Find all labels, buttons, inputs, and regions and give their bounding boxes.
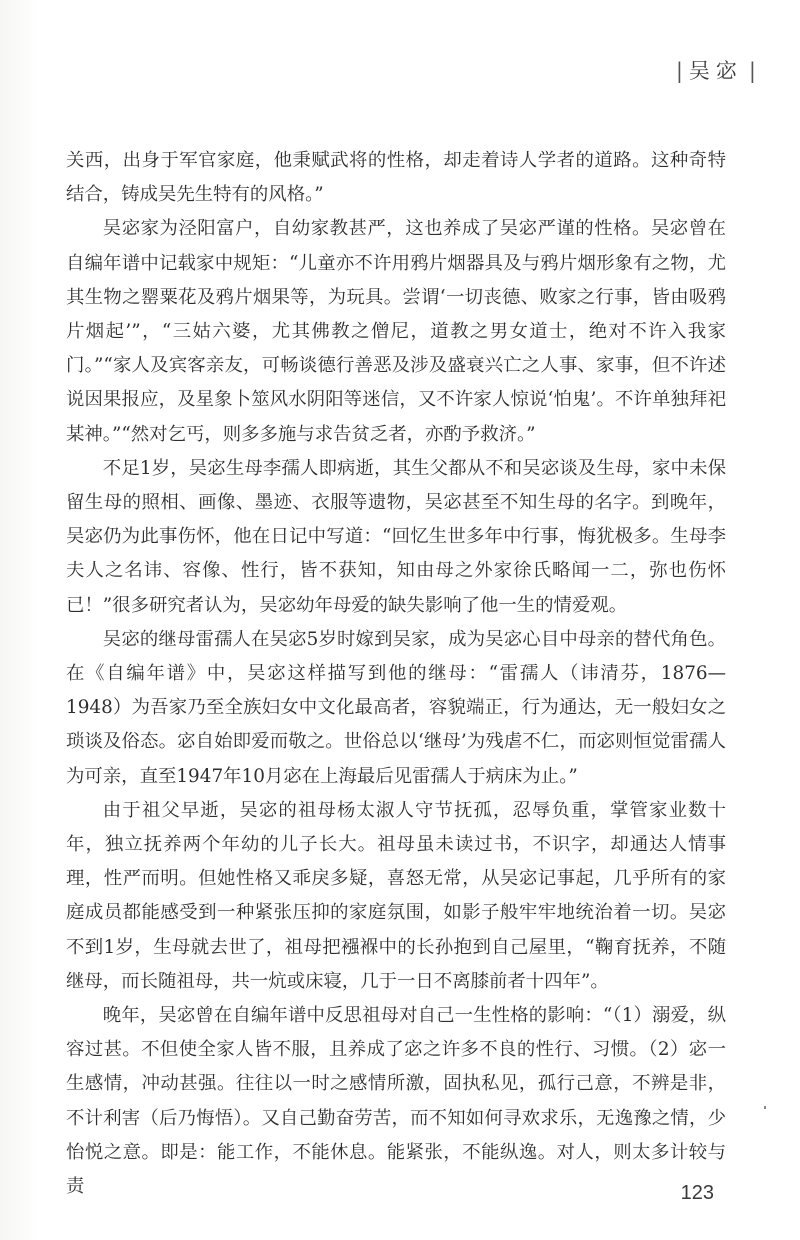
body-text [66, 144, 726, 1204]
header-divider-right: | [748, 59, 756, 83]
running-header [670, 55, 762, 85]
paragraph: 不足1岁，吴宓生母李孺人即病逝，其生父都从不和吴宓谈及生母，家中未保留生母的照相、画像、墨迹、衣服等遗物，吴宓甚至不知生母的名字。到晚年，吴宓仍为此事伤怀，他在日记中写道：“回忆生世多年中行事，悔犹极多。生母李夫人之名讳、容像、性行，皆不获知，知由母之外家徐氏略闻一二，弥也伤怀已！”很多研究者认为，吴宓幼年母爱的缺失影响了他一生的情爱观。 [66, 457, 726, 616]
paragraph: 晚年，吴宓曾在自编年谱中反思祖母对自己一生性格的影响：“（1）溺爱，纵容过甚。不但使全家人皆不服，且养成了宓之许多不良的性行、习惯。（2）宓一生感情，冲动甚强。往往以一时之感情所激，固执私见，孤行己意，不辨是非，不计利害（后乃悔悟）。又自己勤奋劳苦，而不知如何寻欢求乐，无逸豫之情，少怡悦之意。即是：能工作，不能休息。能紧张，不能纵逸。对人，则太多计较与责 [66, 1005, 726, 1198]
paragraph: 由于祖父早逝，吴宓的祖母杨太淑人守节抚孤，忍辱负重，掌管家业数十年，独立抚养两个年幼的儿子长大。祖母虽未读过书，不识字，却通达人情事理，性严而明。但她性格又乖戾多疑，喜怒无常，从吴宓记事起，几乎所有的家庭成员都能感受到一种紧张压抑的家庭氛围，如影子般牢牢地统治着一切。吴宓不到1岁，生母就去世了，祖母把襁褓中的长孙抱到自己屋里，“鞠育抚养，不随继母，而长随祖母，共一炕或床寝，几于一日不离膝前者十四年”。 [66, 799, 726, 992]
scan-speck [764, 1106, 766, 1109]
header-divider-left: | [675, 59, 683, 83]
header-title: 吴宓 [688, 59, 743, 83]
page-number: 123 [680, 1182, 714, 1204]
paragraph: 吴宓的继母雷孺人在吴宓5岁时嫁到吴家，成为吴宓心目中母亲的替代角色。在《自编年谱》中，吴宓这样描写到他的继母：“雷孺人（讳清芬，1876—1948）为吾家乃至全族妇女中文化最高者，容貌端正，行为通达，无一般妇女之琐谈及俗态。宓自始即爱而敬之。世俗总以‘继母’为残虐不仁，而宓则恒觉雷孺人为可亲，直至1947年10月宓在上海最后见雷孺人于病床为止。” [66, 628, 726, 787]
paragraph: 吴宓家为泾阳富户，自幼家教甚严，这也养成了吴宓严谨的性格。吴宓曾在自编年谱中记载家中规矩：“儿童亦不许用鸦片烟器具及与鸦片烟形象有之物，尤其生物之罂粟花及鸦片烟果等，为玩具。尝谓‘一切丧德、败家之行事，皆由吸鸦片烟起’”，“三姑六婆，尤其佛教之僧尼，道教之男女道士，绝对不许入我家门。”“家人及宾客亲友，可畅谈德行善恶及涉及盛衰兴亡之人事、家事，但不许述说因果报应，及星象卜筮风水阴阳等迷信，又不许家人惊说‘怕鬼’。不许单独拜祀某神。”“然对乞丐，则多多施与求告贫乏者，亦酌予救济。” [66, 218, 726, 445]
paragraph-continued: 关西，出身于军官家庭，他秉赋武将的性格，却走着诗人学者的道路。这种奇特结合，铸成吴先生特有的风格。” [66, 150, 726, 206]
